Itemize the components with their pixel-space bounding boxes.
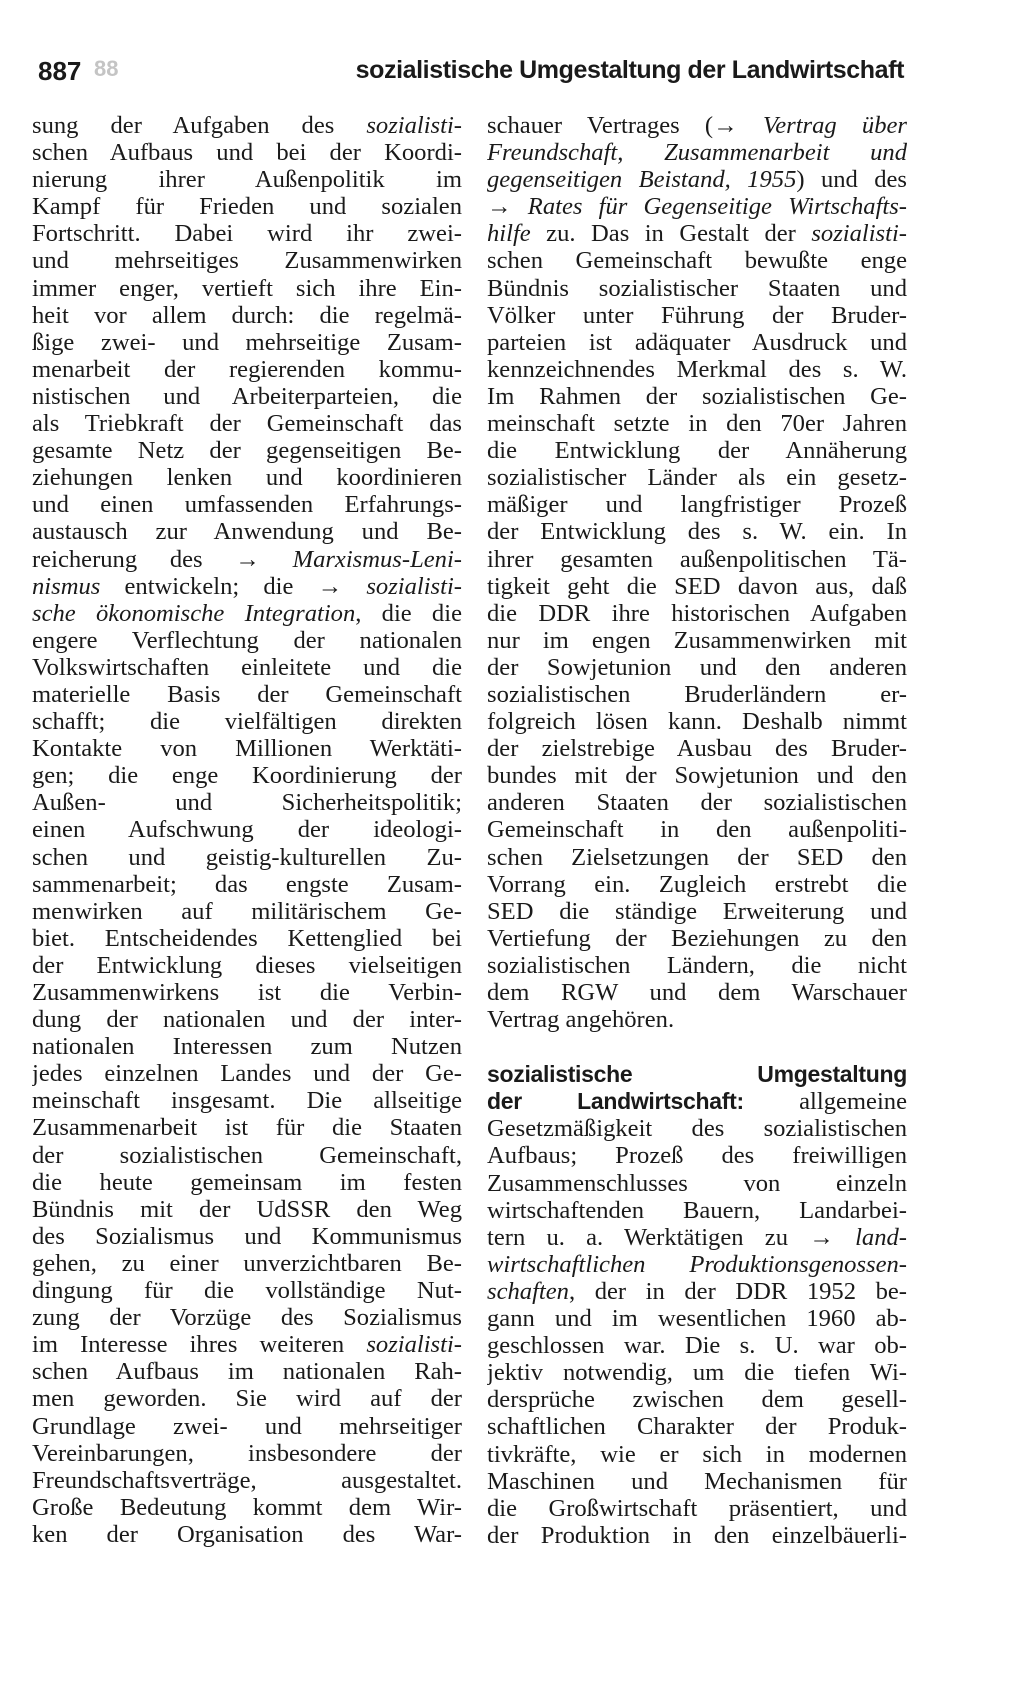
text-line: wirtschaftenden Bauern, Landarbei- bbox=[487, 1196, 907, 1224]
text-line: schen Aufbaus und bei der Koordi- bbox=[32, 139, 462, 167]
text-line: schen und geistig-kulturellen Zu- bbox=[32, 843, 462, 871]
page-header bbox=[38, 52, 904, 92]
text-line: dingung für die vollständige Nut- bbox=[32, 1277, 462, 1305]
dictionary-entry bbox=[487, 1061, 907, 1549]
text-line: → Rates für Gegenseitige Wirtschafts- bbox=[487, 193, 907, 221]
text-line: Zusammenarbeit ist für die Staaten bbox=[32, 1114, 462, 1142]
text-line: der zielstrebige Ausbau des Bruder- bbox=[487, 735, 907, 763]
text-line: parteien ist adäquater Ausdruck und bbox=[487, 328, 907, 356]
text-line: Bündnis sozialistischer Staaten und bbox=[487, 274, 907, 302]
text-line: meinschaft setzte in den 70er Jahren bbox=[487, 410, 907, 438]
text-line: nistischen und Arbeiterparteien, die bbox=[32, 382, 462, 410]
text-line: einen Aufschwung der ideologi- bbox=[32, 816, 462, 844]
text-line: meinschaft insgesamt. Die allseitige bbox=[32, 1087, 462, 1115]
text-line: dem RGW und dem Warschauer bbox=[487, 979, 907, 1006]
text-line: menwirken auf militärischem Ge- bbox=[32, 897, 462, 925]
text-line: mäßiger und langfristiger Prozeß bbox=[487, 491, 907, 519]
text-line: schen Gemeinschaft bewußte enge bbox=[487, 247, 907, 275]
text-line: schen Zielsetzungen der SED den bbox=[487, 843, 907, 871]
text-line: ßige zwei- und mehrseitige Zusam- bbox=[32, 328, 462, 356]
text-line: gesamte Netz der gegenseitigen Be- bbox=[32, 437, 462, 465]
text-line: bundes mit der Sowjetunion und den bbox=[487, 762, 907, 790]
text-line: anderen Staaten der sozialistischen bbox=[487, 789, 907, 817]
text-line: die DDR ihre historischen Aufgaben bbox=[487, 599, 907, 627]
text-line: Volkswirtschaften einleitete und die bbox=[32, 653, 462, 681]
text-line: gen; die enge Koordinierung der bbox=[32, 762, 462, 790]
text-line: nismus entwickeln; die → sozialisti- bbox=[32, 572, 462, 600]
text-line: Völker unter Führung der Bruder- bbox=[487, 301, 907, 329]
text-line: nationalen Interessen zum Nutzen bbox=[32, 1033, 462, 1061]
text-line: nierung ihrer Außenpolitik im bbox=[32, 166, 462, 194]
text-line: Vereinbarungen, insbesondere der bbox=[32, 1439, 462, 1467]
text-line: geschlossen war. Die s. U. war ob- bbox=[487, 1332, 907, 1360]
page-number: 887 bbox=[38, 56, 82, 86]
text-line: schaftlichen Charakter der Produk- bbox=[487, 1413, 907, 1441]
text-line: sung der Aufgaben des sozialisti- bbox=[32, 112, 462, 139]
text-line: Kampf für Frieden und sozialen bbox=[32, 193, 462, 221]
text-line: gehen, zu einer unverzichtbaren Be- bbox=[32, 1249, 462, 1277]
text-line: schauer Vertrages (→ Vertrag über bbox=[487, 112, 907, 139]
text-line: wirtschaftlichen Produktionsgenossen- bbox=[487, 1250, 907, 1278]
text-line: immer enger, vertieft sich ihre Ein- bbox=[32, 274, 462, 302]
text-line: dung der nationalen und der inter- bbox=[32, 1006, 462, 1034]
text-line: der sozialistischen Gemeinschaft, bbox=[32, 1141, 462, 1169]
text-line: des Sozialismus und Kommunismus bbox=[32, 1222, 462, 1250]
text-line: heit vor allem durch: die regelmä- bbox=[32, 301, 462, 329]
text-line: Bündnis mit der UdSSR den Weg bbox=[32, 1195, 462, 1223]
text-line: hilfe zu. Das in Gestalt der sozialisti- bbox=[487, 220, 907, 248]
text-line: im Interesse ihres weiteren sozialisti- bbox=[32, 1331, 462, 1359]
text-line: die Großwirtschaft präsentiert, und bbox=[487, 1494, 907, 1522]
entry-headword-line bbox=[487, 1088, 907, 1115]
entry-headword-cont: der Landwirtschaft: bbox=[487, 1088, 744, 1115]
text-line: Aufbaus; Prozeß des freiwilligen bbox=[487, 1142, 907, 1170]
left-column bbox=[32, 112, 462, 1548]
text-line: der Entwicklung des s. W. ein. In bbox=[487, 518, 907, 546]
text-line: jektiv notwendig, um die tiefen Wi- bbox=[487, 1359, 907, 1387]
text-line: sozialistischen Ländern, die nicht bbox=[487, 951, 907, 979]
text-line: sammenarbeit; das engste Zusam- bbox=[32, 870, 462, 898]
text-line: und einen umfassenden Erfahrungs- bbox=[32, 491, 462, 519]
text-line: Im Rahmen der sozialistischen Ge- bbox=[487, 382, 907, 410]
right-column bbox=[487, 112, 907, 1549]
text-line: engere Verflechtung der nationalen bbox=[32, 626, 462, 654]
text-line: der Sowjetunion und den anderen bbox=[487, 653, 907, 681]
text-line: dersprüche zwischen dem gesell- bbox=[487, 1386, 907, 1414]
text-line: Zusammenschlusses von einzeln bbox=[487, 1169, 907, 1197]
text-line: schaften, der in der DDR 1952 be- bbox=[487, 1277, 907, 1305]
text-line: kennzeichnendes Merkmal des s. W. bbox=[487, 355, 907, 383]
text-line: Kontakte von Millionen Werktäti- bbox=[32, 735, 462, 763]
text-line: ihrer gesamten außenpolitischen Tä- bbox=[487, 545, 907, 573]
text-line: zung der Vorzüge des Sozialismus bbox=[32, 1304, 462, 1332]
page-number-show-through: 88 bbox=[94, 56, 119, 81]
text-line: gegenseitigen Beistand, 1955) und des bbox=[487, 166, 907, 194]
text-line: Vertrag angehören. bbox=[487, 1006, 675, 1034]
text-line: sozialistischer Länder als ein gesetz- bbox=[487, 464, 907, 492]
text-line: der Entwicklung dieses vielseitigen bbox=[32, 951, 462, 979]
text-line: die heute gemeinsam im festen bbox=[32, 1168, 462, 1196]
text-line: ken der Organisation des War- bbox=[32, 1520, 462, 1548]
text-line: materielle Basis der Gemeinschaft bbox=[32, 680, 462, 708]
text-line: tivkräfte, wie er sich in modernen bbox=[487, 1440, 907, 1468]
text-line: men geworden. Sie wird auf der bbox=[32, 1385, 462, 1413]
text-line: SED die ständige Erweiterung und bbox=[487, 897, 907, 925]
entry-definition-start: allgemeine bbox=[743, 1088, 907, 1116]
text-line: Grundlage zwei- und mehrseitiger bbox=[32, 1412, 462, 1440]
text-line: Gemeinschaft in den außenpoliti- bbox=[487, 816, 907, 844]
entry-spacer bbox=[487, 1033, 907, 1061]
text-line: folgreich lösen kann. Deshalb nimmt bbox=[487, 708, 907, 736]
text-line: und mehrseitiges Zusammenwirken bbox=[32, 247, 462, 275]
text-line: gann und im wesentlichen 1960 ab- bbox=[487, 1305, 907, 1333]
text-line: Maschinen und Mechanismen für bbox=[487, 1467, 907, 1495]
text-line: Große Bedeutung kommt dem Wir- bbox=[32, 1493, 462, 1521]
text-line: Freundschaftsverträge, ausgestaltet. bbox=[32, 1466, 462, 1494]
text-line: tigkeit geht die SED davon aus, daß bbox=[487, 572, 907, 600]
text-line: schen Aufbaus im nationalen Rah- bbox=[32, 1358, 462, 1386]
text-line: reicherung des → Marxismus-Leni- bbox=[32, 545, 462, 573]
running-head: sozialistische Umgestaltung der Landwirtschaft bbox=[355, 56, 904, 84]
text-line: jedes einzelnen Landes und der Ge- bbox=[32, 1060, 462, 1088]
text-line: austausch zur Anwendung und Be- bbox=[32, 518, 462, 546]
entry-headword: sozialistische Umgestaltung bbox=[487, 1061, 907, 1088]
text-line: ziehungen lenken und koordinieren bbox=[32, 464, 462, 492]
entry-definition bbox=[487, 1115, 907, 1549]
text-line: Vorrang ein. Zugleich erstrebt die bbox=[487, 870, 907, 898]
right-column-continuation bbox=[487, 112, 907, 1033]
text-line: Vertiefung der Beziehungen zu den bbox=[487, 924, 907, 952]
text-line: Freundschaft, Zusammenarbeit und bbox=[487, 139, 907, 167]
text-line: der Produktion in den einzelbäuerli- bbox=[487, 1521, 907, 1549]
text-line: die Entwicklung der Annäherung bbox=[487, 437, 907, 465]
entry-headword-line bbox=[487, 1061, 907, 1088]
text-line: sche ökonomische Integration, die die bbox=[32, 599, 462, 627]
text-line: schafft; die vielfältigen direkten bbox=[32, 708, 462, 736]
text-line: nur im engen Zusammenwirken mit bbox=[487, 626, 907, 654]
text-line: als Triebkraft der Gemeinschaft das bbox=[32, 410, 462, 438]
text-line: sozialistischen Bruderländern er- bbox=[487, 680, 907, 708]
text-line: Zusammenwirkens ist die Verbin- bbox=[32, 979, 462, 1006]
text-line: Gesetzmäßigkeit des sozialistischen bbox=[487, 1115, 907, 1143]
text-line: menarbeit der regierenden kommu- bbox=[32, 355, 462, 383]
text-line: biet. Entscheidendes Kettenglied bei bbox=[32, 924, 462, 952]
text-line: Fortschritt. Dabei wird ihr zwei- bbox=[32, 220, 462, 248]
text-line: tern u. a. Werktätigen zu → land- bbox=[487, 1223, 907, 1251]
text-line: Außen- und Sicherheitspolitik; bbox=[32, 789, 462, 817]
